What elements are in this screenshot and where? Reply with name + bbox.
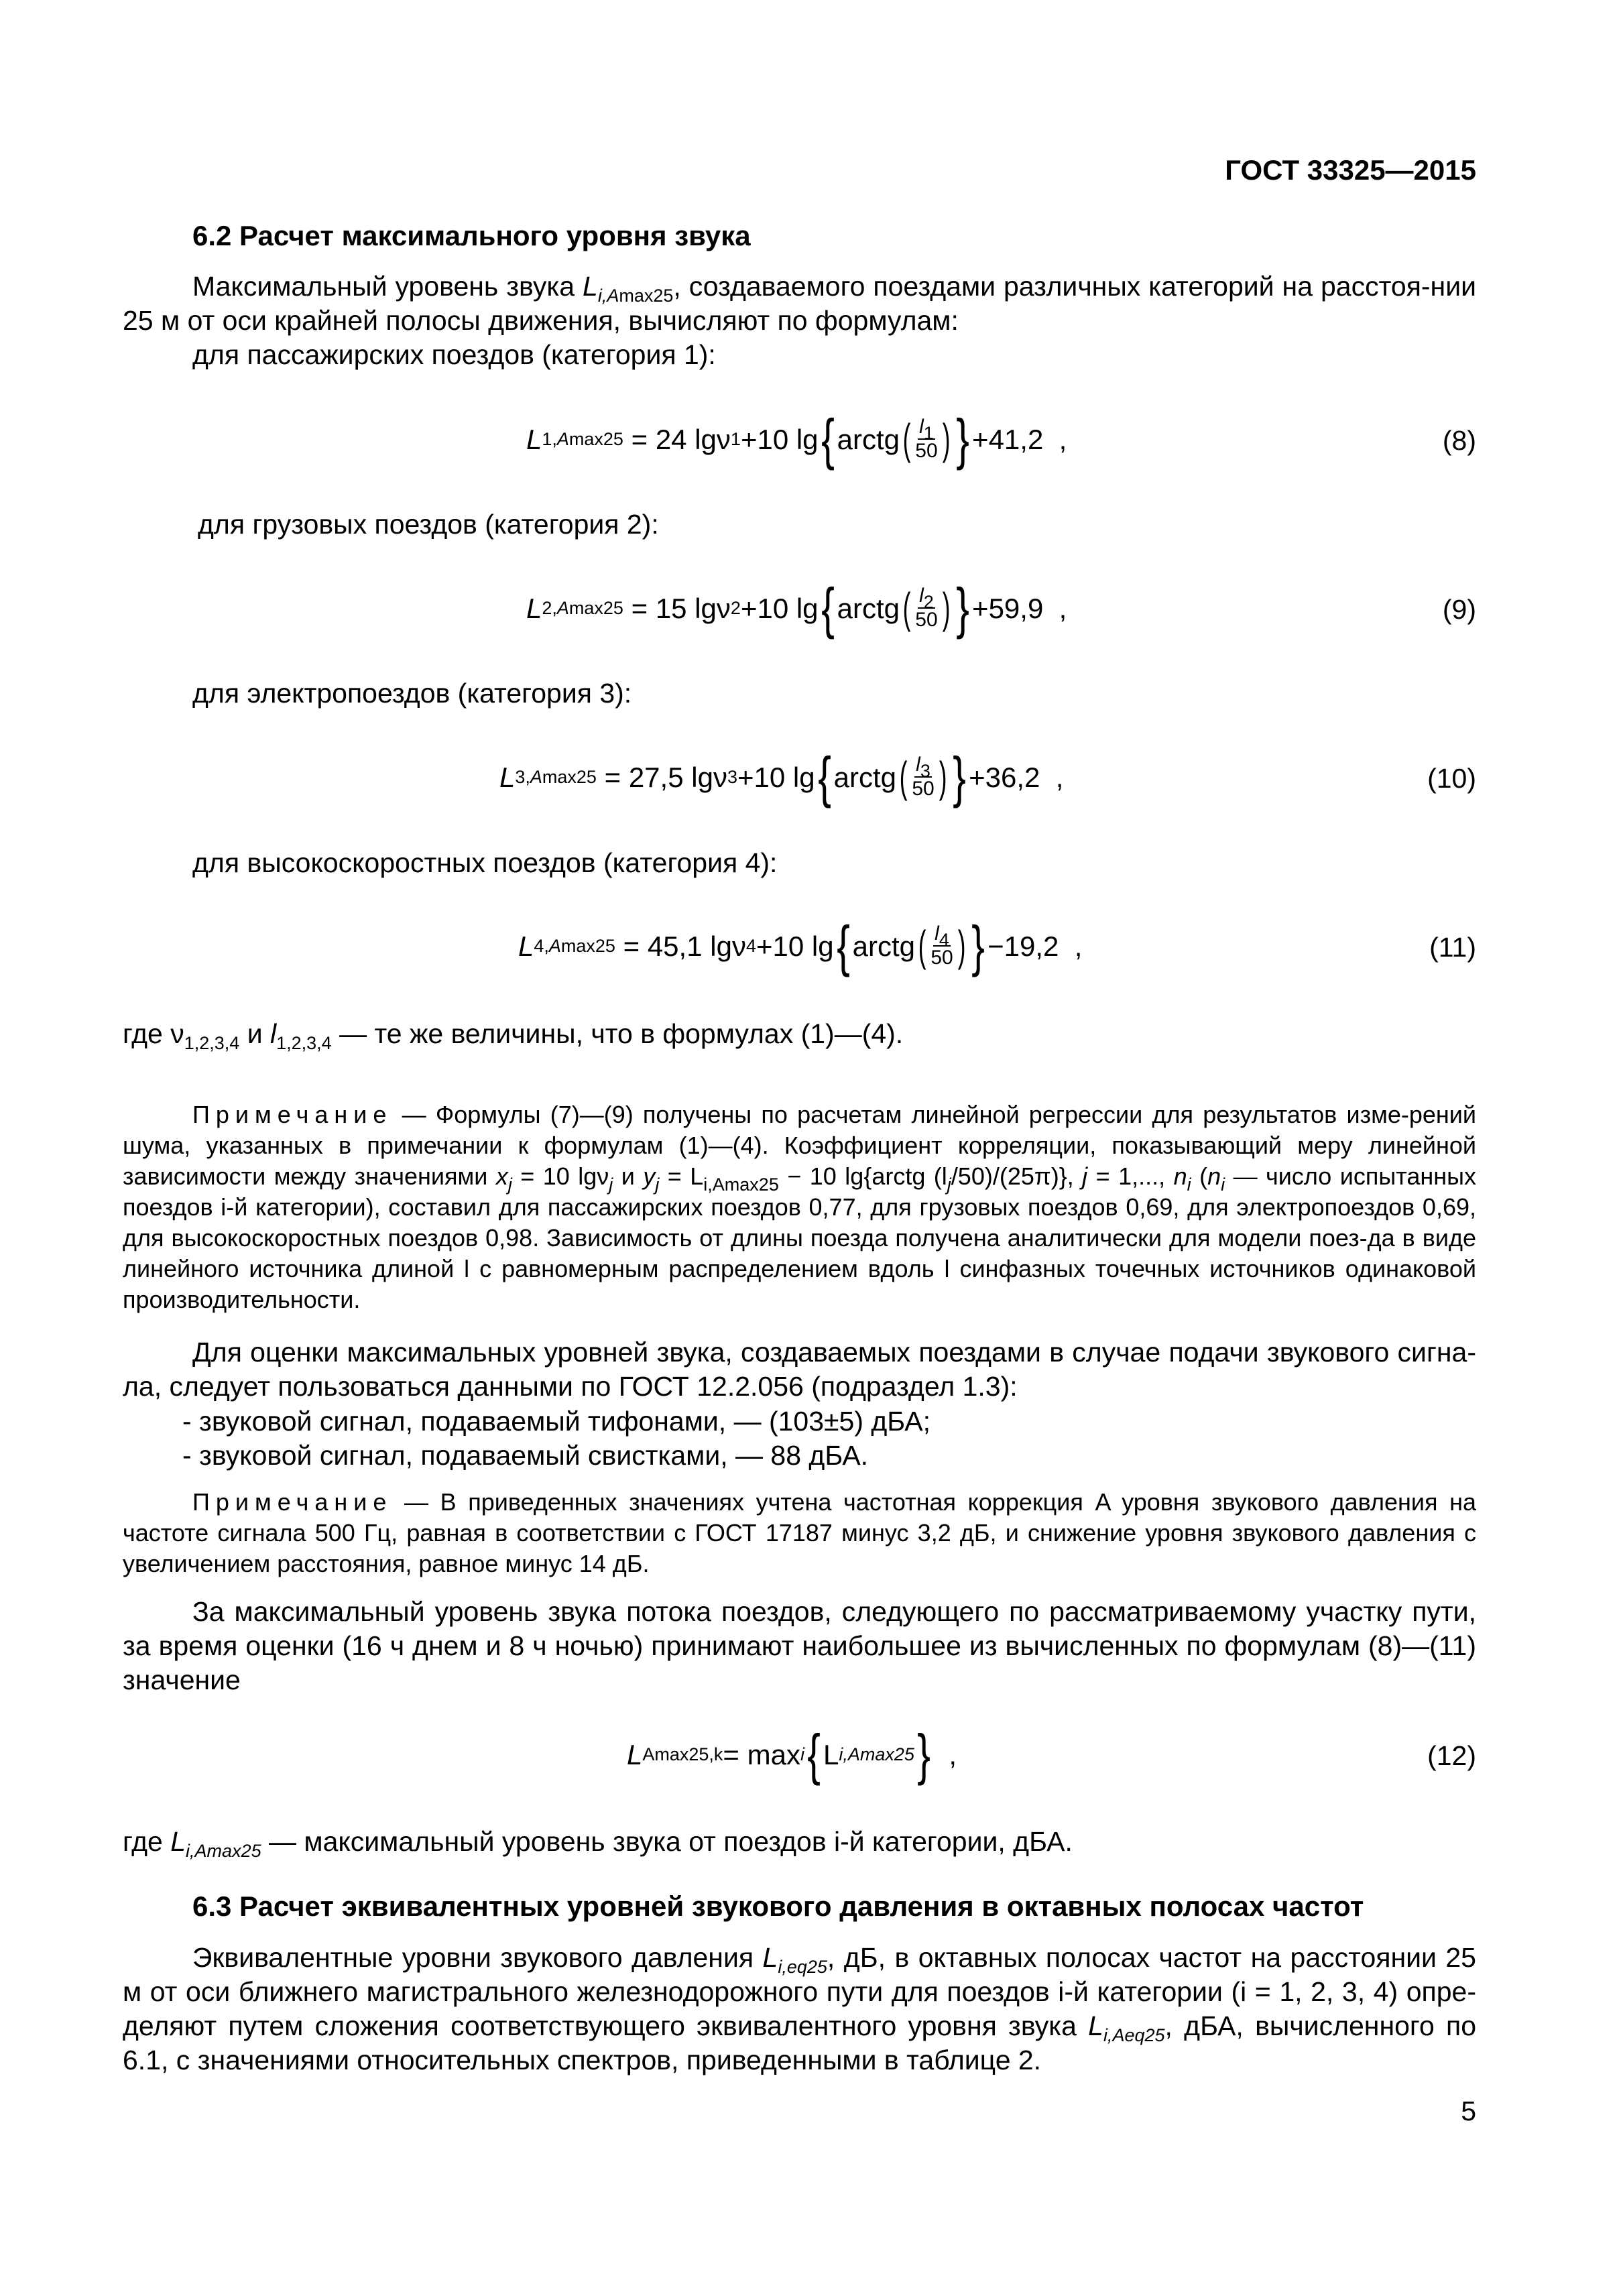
note-2: Примечание — В приведенных значениях учтена частотная коррекция A уровня звукового давления на частоте сигнала 500 Гц, равная в соответствии с ГОСТ 17187 минус 3,2 дБ, и снижение уровня звукового давления с увеличением расстояния, равное минус 14 дБ. xyxy=(123,1488,1476,1577)
signal-item-typhon: - звуковой сигнал, подаваемый тифонами, — (103±5) дБА; xyxy=(182,1406,931,1437)
equation-12-number: (12) xyxy=(1427,1740,1476,1771)
category-1-label: для пассажирских поездов (категория 1): xyxy=(192,339,716,370)
section-6-2-title: 6.2 Расчет максимального уровня звука xyxy=(192,220,751,251)
flow-paragraph: За максимальный уровень звука потока поездов, следующего по рассматриваемому участку пути, за время оценки (16 ч днем и 8 ч ночью) принимают наибольшее из вычисленных по формулам (8)—(11) значение xyxy=(123,1596,1476,1695)
equation-10-number: (10) xyxy=(1427,763,1476,794)
equation-11-number: (11) xyxy=(1429,932,1476,963)
category-2-label: для грузовых поездов (категория 2): xyxy=(198,509,659,540)
page-number: 5 xyxy=(1461,2096,1476,2126)
note-2-label: Примечание xyxy=(192,1488,393,1516)
equation-9: L 2,Amax25 = 15 lg ν 2 +10 lg { arctg ( $\frac{l_2}{50}$ ) } +59,9 , xyxy=(526,577,1067,640)
section-6-3-paragraph: Эквивалентные уровни звукового давления $L_{i,eq25}$, дБ, в октавных полосах частот на расстоянии 25 м от оси ближнего магистрального железнодорожного пути для поездов i-й категории (i = 1, 2, 3, 4) опре-деляют путем сложения соответствующего эквивалентного уровня звука $L_{i,Aeq25}$, дБА, вычисленного по 6.1, с значениями относительных спектров, приведенными в таблице 2. xyxy=(123,1942,1477,2075)
note-1-label: Примечание xyxy=(192,1101,393,1128)
equation-9-number: (9) xyxy=(1442,594,1476,625)
equation-10: L 3,Amax25 = 27,5 lg ν 3 +10 lg { arctg ( $\frac{l_3}{50}$ ) } +36,2 , xyxy=(499,745,1064,808)
category-4-label: для высокоскоростных поездов (категория 4): xyxy=(192,847,778,878)
section-6-3-title: 6.3 Расчет эквивалентных уровней звукового давления в октавных полосах частот xyxy=(192,1890,1364,1922)
signal-item-whistle: - звуковой сигнал, подаваемый свистками, — 88 дБА. xyxy=(182,1440,869,1471)
where-definitions: где $\nu_{1,2,3,4}$ и $l_{1,2,3,4}$ — те же величины, что в формулах (1)—(4). xyxy=(123,1018,904,1053)
document-header: ГОСТ 33325—2015 xyxy=(1225,154,1476,186)
equation-12: L Amax25,k = max i { L i,Amax25 } , xyxy=(627,1723,957,1786)
category-3-label: для электропоездов (категория 3): xyxy=(192,678,632,709)
equation-11: L 4,Amax25 = 45,1 lg ν 4 +10 lg { arctg ( $\frac{l_4}{50}$ ) } −19,2 , xyxy=(518,914,1083,977)
signal-paragraph: Для оценки максимальных уровней звука, создаваемых поездами в случае подачи звукового сигна-ла, следует пользоваться данными по ГОСТ 12.2.056 (подраздел 1.3): xyxy=(123,1337,1476,1402)
equation-8: L 1,Amax25 = 24 lg ν 1 +10 lg { arctg ( $\frac{l_1}{50}$ ) } +41,2 , xyxy=(526,408,1067,471)
note-1: Примечание — Формулы (7)—(9) получены по расчетам линейной регрессии для результатов изме-рений шума, указанных в примечании к формулам (1)—(4). Коэффициент корреляции, показывающий меру линейной зависимости между значениями $x_j = 10$ lgν$_j$ и $y_j = L_{i,Amax25} - 10$ lg{arctg $(l_j/50)/(25\pi)$}, j = 1,..., $n_i$ ($n_i$ — число испытанных поездов i-й категории), составил для пассажирских поездов 0,77, для грузовых поездов 0,69, для электропоездов 0,69, для высокоскоростных поездов 0,98. Зависимость от длины поезда получена аналитически для модели поез-да в виде линейного источника длиной l с равномерным распределением вдоль l синфазных точечных источников одинаковой производительности. xyxy=(123,1101,1477,1313)
equation-8-number: (8) xyxy=(1442,425,1476,456)
section-6-2-intro: Максимальный уровень звука $L_{i,Amax25}$, создаваемого поездами различных категорий на расстоя-нии 25 м от оси крайней полосы движения, вычисляют по формулам: xyxy=(123,271,1476,336)
where-definition-2: где $L_{i,Amax25}$ — максимальный уровень звука от поездов i-й категории, дБА. xyxy=(123,1826,1073,1861)
